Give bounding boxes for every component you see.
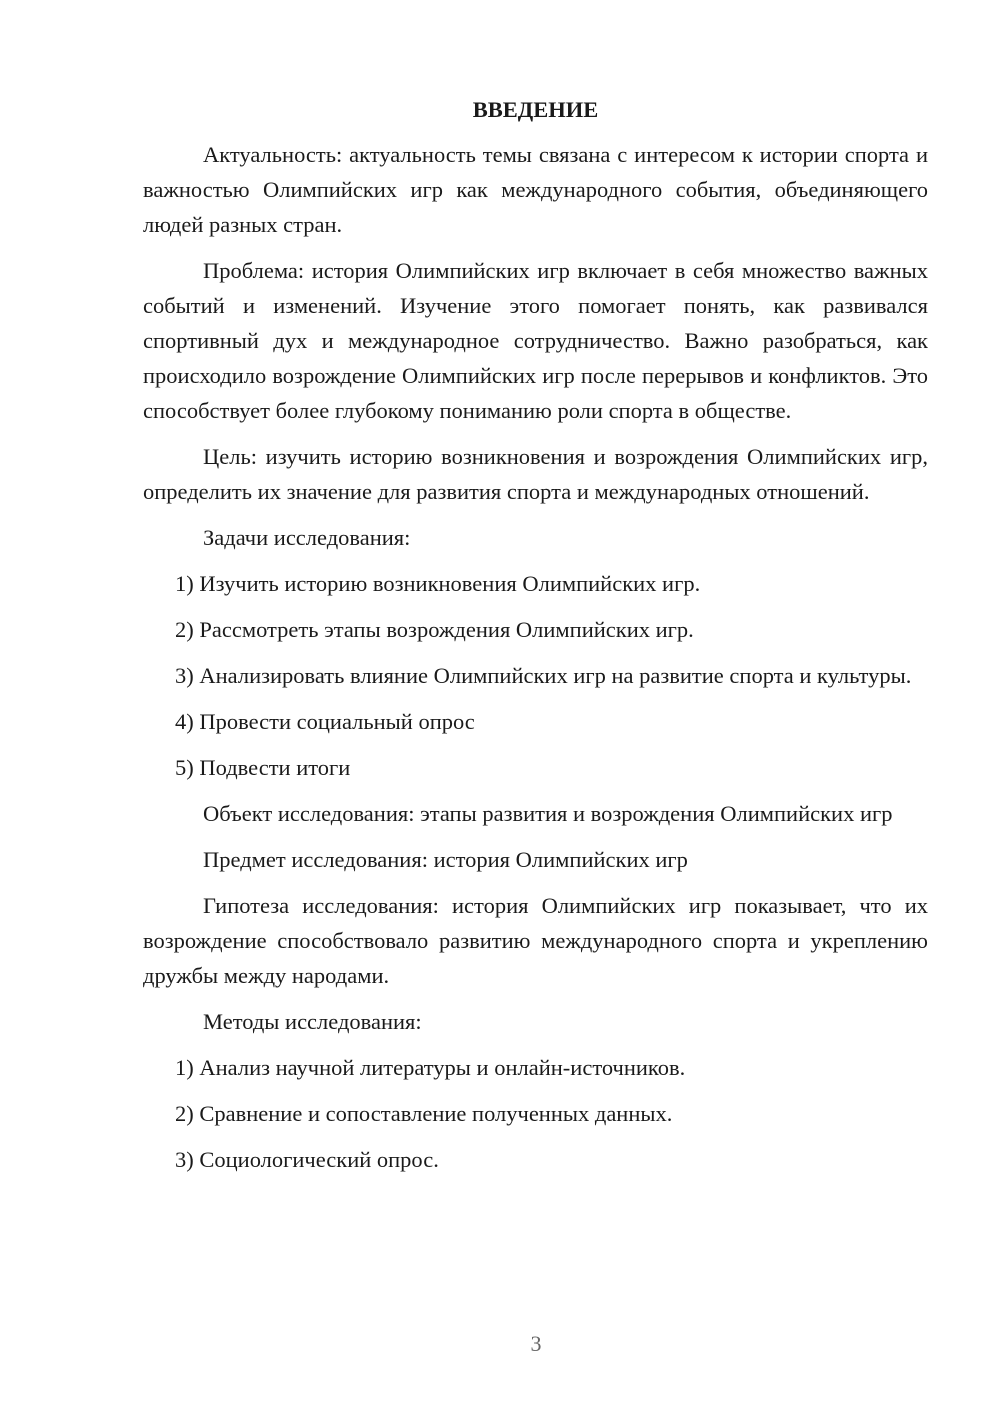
method-item: 3) Социологический опрос. bbox=[175, 1147, 439, 1172]
task-item: 1) Изучить историю возникновения Олимпийских игр. bbox=[175, 571, 701, 596]
research-subject-paragraph: Предмет исследования: история Олимпийских игр bbox=[203, 847, 688, 872]
page-number: 3 bbox=[530, 1331, 542, 1356]
hypothesis-paragraph: Гипотеза исследования: история Олимпийских игр показывает, что их возрождение способствовало развитию международного спорта и укреплению дружбы между народами. bbox=[143, 893, 928, 988]
problem-paragraph: Проблема: история Олимпийских игр включает в себя множество важных событий и изменений. Изучение этого помогает понять, как развивался спортивный дух и международное сотрудничество. Важно разобраться, как происходило возрождение Олимпийских игр после перерывов и конфликтов. Это способствует более глубокому пониманию роли спорта в обществе. bbox=[143, 258, 928, 423]
task-item: 4) Провести социальный опрос bbox=[175, 709, 475, 734]
document-page bbox=[143, 92, 928, 1188]
task-item: 5) Подвести итоги bbox=[175, 755, 351, 780]
method-item: 2) Сравнение и сопоставление полученных данных. bbox=[175, 1101, 673, 1126]
task-item: 2) Рассмотреть этапы возрождения Олимпийских игр. bbox=[175, 617, 694, 642]
research-object-paragraph: Объект исследования: этапы развития и возрождения Олимпийских игр bbox=[203, 801, 893, 826]
method-item: 1) Анализ научной литературы и онлайн-источников. bbox=[175, 1055, 686, 1080]
tasks-heading: Задачи исследования: bbox=[203, 525, 411, 550]
goal-paragraph: Цель: изучить историю возникновения и возрождения Олимпийских игр, определить их значение для развития спорта и международных отношений. bbox=[143, 444, 928, 504]
relevance-paragraph: Актуальность: актуальность темы связана с интересом к истории спорта и важностью Олимпийских игр как международного события, объединяющего людей разных стран. bbox=[143, 142, 928, 237]
methods-heading: Методы исследования: bbox=[203, 1009, 422, 1034]
section-title: ВВЕДЕНИЕ bbox=[472, 97, 599, 122]
task-item: 3) Анализировать влияние Олимпийских игр на развитие спорта и культуры. bbox=[175, 663, 912, 688]
